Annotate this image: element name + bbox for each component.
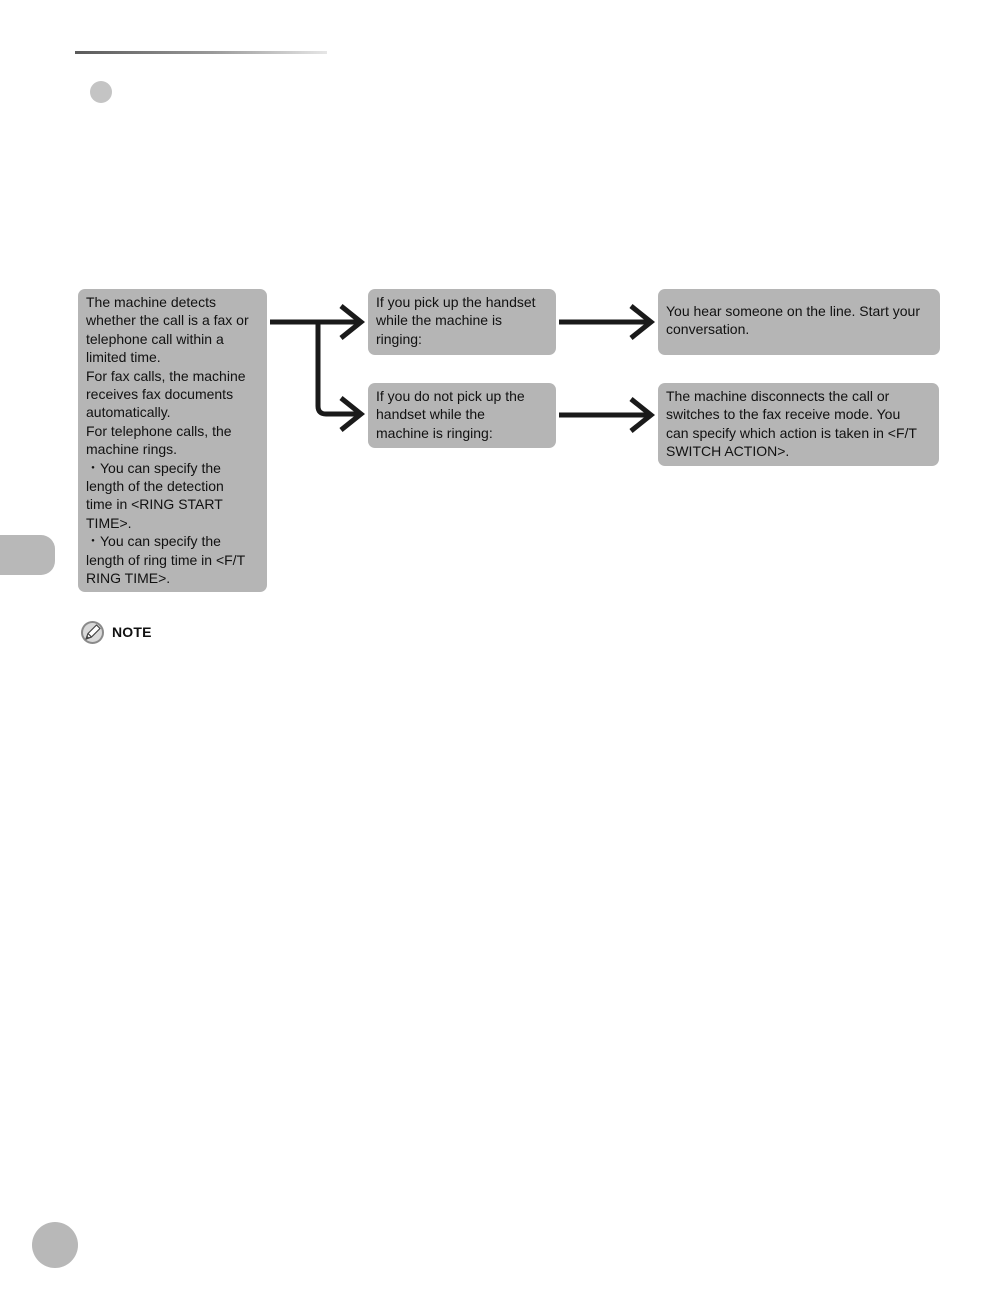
start-conversation-box: You hear someone on the line. Start your conversation. xyxy=(658,289,940,355)
header-rule xyxy=(75,51,327,54)
note-label: NOTE xyxy=(112,624,152,640)
arrowhead-nopickup xyxy=(341,398,361,430)
no-pickup-handset-box: If you do not pick up the handset while the machine is ringing: xyxy=(368,383,556,448)
note-heading xyxy=(80,620,152,644)
page-number-marker xyxy=(32,1222,78,1268)
disconnect-or-fax-box: The machine disconnects the call or switches to the fax receive mode. You can specify which action is taken in <F/T SWITCH ACTION>. xyxy=(658,383,939,466)
arrow-detect-to-nopickup xyxy=(318,322,360,414)
chapter-tab xyxy=(0,535,55,575)
arrowhead-conversation xyxy=(631,306,651,338)
detect-call-box: The machine detects whether the call is a fax or telephone call within a limited time. For fax calls, the machine receives fax documents automatically. For telephone calls, the machine rings. ・You can specify the length of the detection time in <RING START TIME>. ・You can specify the length of ring time in <F/T RING TIME>. xyxy=(78,289,267,592)
pencil-icon xyxy=(80,620,105,645)
pickup-handset-box: If you pick up the handset while the machine is ringing: xyxy=(368,289,556,355)
step-bullet xyxy=(90,81,112,103)
arrowhead-pickup xyxy=(341,306,361,338)
arrowhead-disconnect xyxy=(631,399,651,431)
